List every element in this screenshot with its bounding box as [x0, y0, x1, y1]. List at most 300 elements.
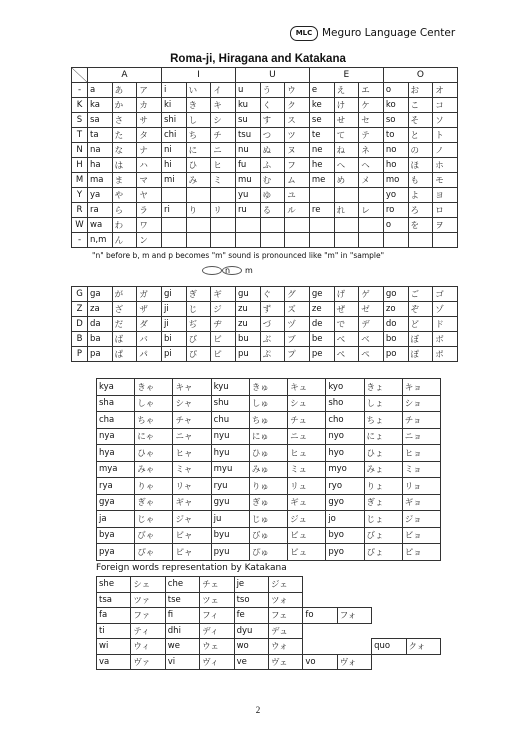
empty-cell	[303, 623, 337, 639]
combo-katakana-cell: ビュ	[288, 527, 326, 544]
katakana-cell: プ	[285, 347, 310, 362]
combo-katakana-cell: ギャ	[173, 494, 211, 511]
katakana-cell	[285, 218, 310, 233]
katakana-cell: モ	[433, 173, 458, 188]
combo-romaji-cell: nyu	[211, 428, 249, 445]
foreign-romaji-cell: je	[234, 577, 268, 593]
row-head: Y	[72, 188, 88, 203]
katakana-cell: ヌ	[285, 143, 310, 158]
combo-hiragana-cell: りょ	[364, 478, 402, 495]
hiragana-cell: ぺ	[334, 347, 359, 362]
katakana-cell: ゼ	[359, 302, 384, 317]
romaji-cell: yo	[383, 188, 408, 203]
note-text: "n" before b, m and p becomes "m" sound is pronounced like "m" in "sample"	[92, 251, 385, 260]
romaji-cell: ba	[88, 332, 113, 347]
romaji-cell: mo	[383, 173, 408, 188]
romaji-cell: ko	[383, 98, 408, 113]
katakana-cell: ク	[285, 98, 310, 113]
romaji-cell: de	[309, 317, 334, 332]
combo-katakana-cell: ミュ	[288, 461, 326, 478]
combo-katakana-cell: ミョ	[402, 461, 440, 478]
foreign-romaji-cell: fo	[303, 608, 337, 624]
combo-romaji-cell: byu	[211, 527, 249, 544]
foreign-katakana-cell: ツェ	[200, 592, 234, 608]
romaji-cell: se	[309, 113, 334, 128]
empty-cell	[372, 577, 406, 593]
katakana-cell: ガ	[137, 287, 162, 302]
kana-row	[72, 317, 458, 332]
katakana-cell	[211, 233, 236, 248]
hiragana-cell: ぱ	[112, 347, 137, 362]
romaji-cell: sa	[88, 113, 113, 128]
katakana-cell: ノ	[433, 143, 458, 158]
combo-katakana-cell: ピュ	[288, 544, 326, 561]
combo-katakana-cell: キョ	[402, 379, 440, 396]
empty-cell	[303, 592, 337, 608]
romaji-cell: o	[383, 218, 408, 233]
katakana-cell: ヨ	[433, 188, 458, 203]
combo-row	[97, 494, 441, 511]
combo-katakana-cell: シャ	[173, 395, 211, 412]
combo-katakana-cell: ビョ	[402, 527, 440, 544]
lips-m-label: m	[245, 266, 253, 275]
hiragana-cell: だ	[112, 317, 137, 332]
combo-hiragana-cell: ひゃ	[135, 445, 173, 462]
combo-hiragana-cell: ぎゃ	[135, 494, 173, 511]
katakana-cell: チ	[211, 128, 236, 143]
hiragana-cell: ず	[260, 302, 285, 317]
hiragana-cell: や	[112, 188, 137, 203]
foreign-katakana-cell: ウェ	[200, 639, 234, 655]
combo-row	[97, 428, 441, 445]
empty-cell	[372, 654, 406, 670]
katakana-cell: デ	[359, 317, 384, 332]
romaji-cell: mu	[235, 173, 260, 188]
romaji-cell: zu	[235, 302, 260, 317]
combo-hiragana-cell: みゅ	[249, 461, 287, 478]
katakana-cell: ゾ	[433, 302, 458, 317]
katakana-cell: ダ	[137, 317, 162, 332]
lips-n-icon	[202, 266, 222, 275]
hiragana-cell: り	[186, 203, 211, 218]
row-head: -	[72, 83, 88, 98]
combo-hiragana-cell: ぎゅ	[249, 494, 287, 511]
katakana-cell: グ	[285, 287, 310, 302]
katakana-cell: ケ	[359, 98, 384, 113]
romaji-cell: ke	[309, 98, 334, 113]
romaji-cell: e	[309, 83, 334, 98]
romaji-cell: ga	[88, 287, 113, 302]
combo-romaji-cell: chu	[211, 412, 249, 429]
lips-n-label: n	[225, 266, 231, 275]
empty-cell	[303, 577, 337, 593]
romaji-cell	[235, 218, 260, 233]
row-head: G	[72, 287, 88, 302]
foreign-romaji-cell: tso	[234, 592, 268, 608]
romaji-cell: ka	[88, 98, 113, 113]
foreign-romaji-cell: tsa	[97, 592, 131, 608]
katakana-cell: ギ	[211, 287, 236, 302]
katakana-cell: ヘ	[359, 158, 384, 173]
romaji-cell: no	[383, 143, 408, 158]
hiragana-cell: と	[408, 128, 433, 143]
katakana-cell: エ	[359, 83, 384, 98]
combo-katakana-cell: ヒョ	[402, 445, 440, 462]
combo-hiragana-cell: びゅ	[249, 527, 287, 544]
row-head: Z	[72, 302, 88, 317]
foreign-katakana-cell: ヴォ	[337, 654, 371, 670]
romaji-cell: pe	[309, 347, 334, 362]
hiragana-cell: こ	[408, 98, 433, 113]
katakana-cell: タ	[137, 128, 162, 143]
romaji-cell: tsu	[235, 128, 260, 143]
combo-hiragana-cell: ぴょ	[364, 544, 402, 561]
foreign-katakana-cell: ティ	[131, 623, 165, 639]
row-head: -	[72, 233, 88, 248]
row-head: W	[72, 218, 88, 233]
romaji-cell: ji	[161, 302, 186, 317]
hiragana-cell: が	[112, 287, 137, 302]
hiragana-cell: ま	[112, 173, 137, 188]
hiragana-cell: く	[260, 98, 285, 113]
romaji-cell: ne	[309, 143, 334, 158]
kana-row	[72, 83, 458, 98]
foreign-katakana-cell: ヴァ	[131, 654, 165, 670]
hiragana-cell: め	[334, 173, 359, 188]
hiragana-cell: け	[334, 98, 359, 113]
romaji-cell	[309, 233, 334, 248]
combo-katakana-cell: シュ	[288, 395, 326, 412]
column-header: U	[235, 68, 309, 83]
katakana-cell: ビ	[211, 332, 236, 347]
combo-romaji-cell: pyo	[326, 544, 364, 561]
foreign-section-label: Foreign words representation by Katakana	[96, 563, 287, 573]
combo-hiragana-cell: ぴゅ	[249, 544, 287, 561]
combo-katakana-cell: ピャ	[173, 544, 211, 561]
romaji-cell: ha	[88, 158, 113, 173]
hiragana-cell: ぐ	[260, 287, 285, 302]
combo-row	[97, 395, 441, 412]
corner-cell	[72, 68, 88, 83]
kana-row	[72, 143, 458, 158]
combo-hiragana-cell: ぎょ	[364, 494, 402, 511]
katakana-cell	[211, 218, 236, 233]
hiragana-cell: あ	[112, 83, 137, 98]
combo-hiragana-cell: じょ	[364, 511, 402, 528]
column-header: O	[383, 68, 457, 83]
romaji-cell: na	[88, 143, 113, 158]
kana-row	[72, 98, 458, 113]
romaji-cell: to	[383, 128, 408, 143]
katakana-cell: ワ	[137, 218, 162, 233]
combo-katakana-cell: ギュ	[288, 494, 326, 511]
foreign-katakana-cell: チェ	[200, 577, 234, 593]
center-name: Meguro Language Center	[322, 27, 456, 39]
combo-hiragana-cell: びゃ	[135, 527, 173, 544]
hiragana-cell	[260, 233, 285, 248]
foreign-row	[97, 623, 441, 639]
romaji-cell: go	[383, 287, 408, 302]
combo-row	[97, 412, 441, 429]
katakana-cell: ペ	[359, 347, 384, 362]
combo-hiragana-cell: にょ	[364, 428, 402, 445]
combo-romaji-cell: cha	[97, 412, 135, 429]
combo-katakana-cell: チャ	[173, 412, 211, 429]
combo-hiragana-cell: きゅ	[249, 379, 287, 396]
empty-cell	[406, 654, 440, 670]
romaji-cell	[383, 233, 408, 248]
katakana-cell: テ	[359, 128, 384, 143]
romaji-cell: me	[309, 173, 334, 188]
hiragana-cell: へ	[334, 158, 359, 173]
hiragana-cell: も	[408, 173, 433, 188]
katakana-cell: ラ	[137, 203, 162, 218]
combo-hiragana-cell: ちゅ	[249, 412, 287, 429]
hiragana-cell: え	[334, 83, 359, 98]
combo-romaji-cell: cho	[326, 412, 364, 429]
katakana-cell: ソ	[433, 113, 458, 128]
combo-katakana-cell: ジュ	[288, 511, 326, 528]
combo-row	[97, 544, 441, 561]
romaji-cell: ri	[161, 203, 186, 218]
logo: MLC	[290, 26, 318, 41]
katakana-cell	[285, 233, 310, 248]
katakana-cell: キ	[211, 98, 236, 113]
hiragana-cell: じ	[186, 302, 211, 317]
romaji-cell: shi	[161, 113, 186, 128]
combo-romaji-cell: gyu	[211, 494, 249, 511]
hiragana-cell: ろ	[408, 203, 433, 218]
combo-katakana-cell: ビャ	[173, 527, 211, 544]
romaji-cell	[309, 188, 334, 203]
romaji-cell: o	[383, 83, 408, 98]
foreign-row	[97, 608, 441, 624]
foreign-romaji-cell: she	[97, 577, 131, 593]
katakana-cell: ピ	[211, 347, 236, 362]
combo-hiragana-cell: ちゃ	[135, 412, 173, 429]
romaji-cell: bo	[383, 332, 408, 347]
katakana-cell	[359, 188, 384, 203]
katakana-cell: ヂ	[211, 317, 236, 332]
combo-romaji-cell: sho	[326, 395, 364, 412]
hiragana-cell	[408, 233, 433, 248]
hiragana-cell: ぽ	[408, 347, 433, 362]
foreign-romaji-cell: quo	[372, 639, 406, 655]
hiragana-cell: つ	[260, 128, 285, 143]
hiragana-cell: ご	[408, 287, 433, 302]
katakana-cell: リ	[211, 203, 236, 218]
katakana-cell: ポ	[433, 347, 458, 362]
combo-romaji-cell: bya	[97, 527, 135, 544]
hiragana-cell: ぴ	[186, 347, 211, 362]
combo-row	[97, 461, 441, 478]
hiragana-cell: そ	[408, 113, 433, 128]
foreign-romaji-cell: che	[165, 577, 199, 593]
hiragana-cell: ね	[334, 143, 359, 158]
romaji-cell: ge	[309, 287, 334, 302]
romaji-cell: hi	[161, 158, 186, 173]
romaji-cell: n,m	[88, 233, 113, 248]
hiragana-cell: き	[186, 98, 211, 113]
combo-katakana-cell: ヒャ	[173, 445, 211, 462]
combo-row	[97, 478, 441, 495]
combo-hiragana-cell: じゅ	[249, 511, 287, 528]
romaji-cell: he	[309, 158, 334, 173]
romaji-cell: ya	[88, 188, 113, 203]
katakana-cell: ル	[285, 203, 310, 218]
empty-cell	[406, 623, 440, 639]
foreign-katakana-cell: フォ	[337, 608, 371, 624]
romaji-cell: ta	[88, 128, 113, 143]
katakana-cell: ヤ	[137, 188, 162, 203]
foreign-katakana-cell: ツァ	[131, 592, 165, 608]
romaji-cell: bu	[235, 332, 260, 347]
basic-header-row	[72, 68, 458, 83]
katakana-cell: ブ	[285, 332, 310, 347]
foreign-katakana-cell: ディ	[200, 623, 234, 639]
romaji-cell: u	[235, 83, 260, 98]
hiragana-cell: げ	[334, 287, 359, 302]
kana-row	[72, 332, 458, 347]
romaji-cell: su	[235, 113, 260, 128]
katakana-cell: ザ	[137, 302, 162, 317]
katakana-cell: ス	[285, 113, 310, 128]
combo-hiragana-cell: ひょ	[364, 445, 402, 462]
combo-row	[97, 511, 441, 528]
katakana-cell: オ	[433, 83, 458, 98]
combo-katakana-cell: ギョ	[402, 494, 440, 511]
hiragana-cell: ぢ	[186, 317, 211, 332]
romaji-cell: za	[88, 302, 113, 317]
combo-romaji-cell: hyo	[326, 445, 364, 462]
romaji-cell: zu	[235, 317, 260, 332]
combo-hiragana-cell: びょ	[364, 527, 402, 544]
foreign-row	[97, 577, 441, 593]
romaji-cell: mi	[161, 173, 186, 188]
column-header: E	[309, 68, 383, 83]
romaji-cell: i	[161, 83, 186, 98]
kana-row	[72, 188, 458, 203]
romaji-cell: so	[383, 113, 408, 128]
romaji-cell: bi	[161, 332, 186, 347]
kana-row	[72, 173, 458, 188]
hiragana-cell: み	[186, 173, 211, 188]
empty-cell	[337, 623, 371, 639]
romaji-cell	[235, 233, 260, 248]
page-number: 2	[255, 705, 261, 715]
combo-hiragana-cell: にゅ	[249, 428, 287, 445]
romaji-cell: ze	[309, 302, 334, 317]
hiragana-cell: な	[112, 143, 137, 158]
combo-hiragana-cell: ひゅ	[249, 445, 287, 462]
romaji-cell	[161, 218, 186, 233]
kana-row	[72, 233, 458, 248]
katakana-cell: ニ	[211, 143, 236, 158]
empty-cell	[337, 592, 371, 608]
katakana-cell: ネ	[359, 143, 384, 158]
hiragana-cell: す	[260, 113, 285, 128]
combo-romaji-cell: ryu	[211, 478, 249, 495]
romaji-cell: ni	[161, 143, 186, 158]
foreign-katakana-cell: ファ	[131, 608, 165, 624]
combo-romaji-cell: myu	[211, 461, 249, 478]
combo-hiragana-cell: しゅ	[249, 395, 287, 412]
foreign-katakana-cell: シェ	[131, 577, 165, 593]
romaji-cell: re	[309, 203, 334, 218]
combo-romaji-cell: ju	[211, 511, 249, 528]
combo-romaji-cell: byo	[326, 527, 364, 544]
hiragana-cell: れ	[334, 203, 359, 218]
katakana-cell: ト	[433, 128, 458, 143]
combo-hiragana-cell: みょ	[364, 461, 402, 478]
foreign-katakana-cell: クォ	[406, 639, 440, 655]
combo-hiragana-cell: しゃ	[135, 395, 173, 412]
hiragana-cell	[334, 218, 359, 233]
hiragana-cell: て	[334, 128, 359, 143]
katakana-cell: ヒ	[211, 158, 236, 173]
kana-row	[72, 287, 458, 302]
foreign-katakana-cell: ヴェ	[268, 654, 302, 670]
foreign-romaji-cell: ve	[234, 654, 268, 670]
romaji-cell: fu	[235, 158, 260, 173]
hiragana-cell: た	[112, 128, 137, 143]
katakana-cell: ア	[137, 83, 162, 98]
header	[290, 26, 490, 42]
combo-romaji-cell: kya	[97, 379, 135, 396]
row-head: T	[72, 128, 88, 143]
foreign-romaji-cell: fe	[234, 608, 268, 624]
combo-romaji-cell: rya	[97, 478, 135, 495]
voiced-kana-table	[71, 286, 458, 362]
kana-row	[72, 347, 458, 362]
katakana-cell: ユ	[285, 188, 310, 203]
combo-katakana-cell: ジョ	[402, 511, 440, 528]
combo-romaji-cell: nyo	[326, 428, 364, 445]
hiragana-cell: る	[260, 203, 285, 218]
combo-katakana-cell: キュ	[288, 379, 326, 396]
romaji-cell: ma	[88, 173, 113, 188]
combo-romaji-cell: gya	[97, 494, 135, 511]
column-header: A	[88, 68, 162, 83]
romaji-cell: ro	[383, 203, 408, 218]
katakana-cell: バ	[137, 332, 162, 347]
foreign-romaji-cell: fi	[165, 608, 199, 624]
hiragana-cell: ら	[112, 203, 137, 218]
row-head: K	[72, 98, 88, 113]
romaji-cell	[161, 233, 186, 248]
combo-katakana-cell: ニャ	[173, 428, 211, 445]
foreign-katakana-cell: フェ	[268, 608, 302, 624]
foreign-romaji-cell: fa	[97, 608, 131, 624]
hiragana-cell	[334, 188, 359, 203]
hiragana-cell: さ	[112, 113, 137, 128]
combo-katakana-cell: リョ	[402, 478, 440, 495]
hiragana-cell	[334, 233, 359, 248]
romaji-cell: gu	[235, 287, 260, 302]
row-head: P	[72, 347, 88, 362]
hiragana-cell: せ	[334, 113, 359, 128]
romaji-cell: yu	[235, 188, 260, 203]
romaji-cell: pi	[161, 347, 186, 362]
hiragana-cell: ぎ	[186, 287, 211, 302]
empty-cell	[372, 623, 406, 639]
row-head: B	[72, 332, 88, 347]
hiragana-cell: い	[186, 83, 211, 98]
hiragana-cell: べ	[334, 332, 359, 347]
hiragana-cell: よ	[408, 188, 433, 203]
hiragana-cell: う	[260, 83, 285, 98]
hiragana-cell: ふ	[260, 158, 285, 173]
